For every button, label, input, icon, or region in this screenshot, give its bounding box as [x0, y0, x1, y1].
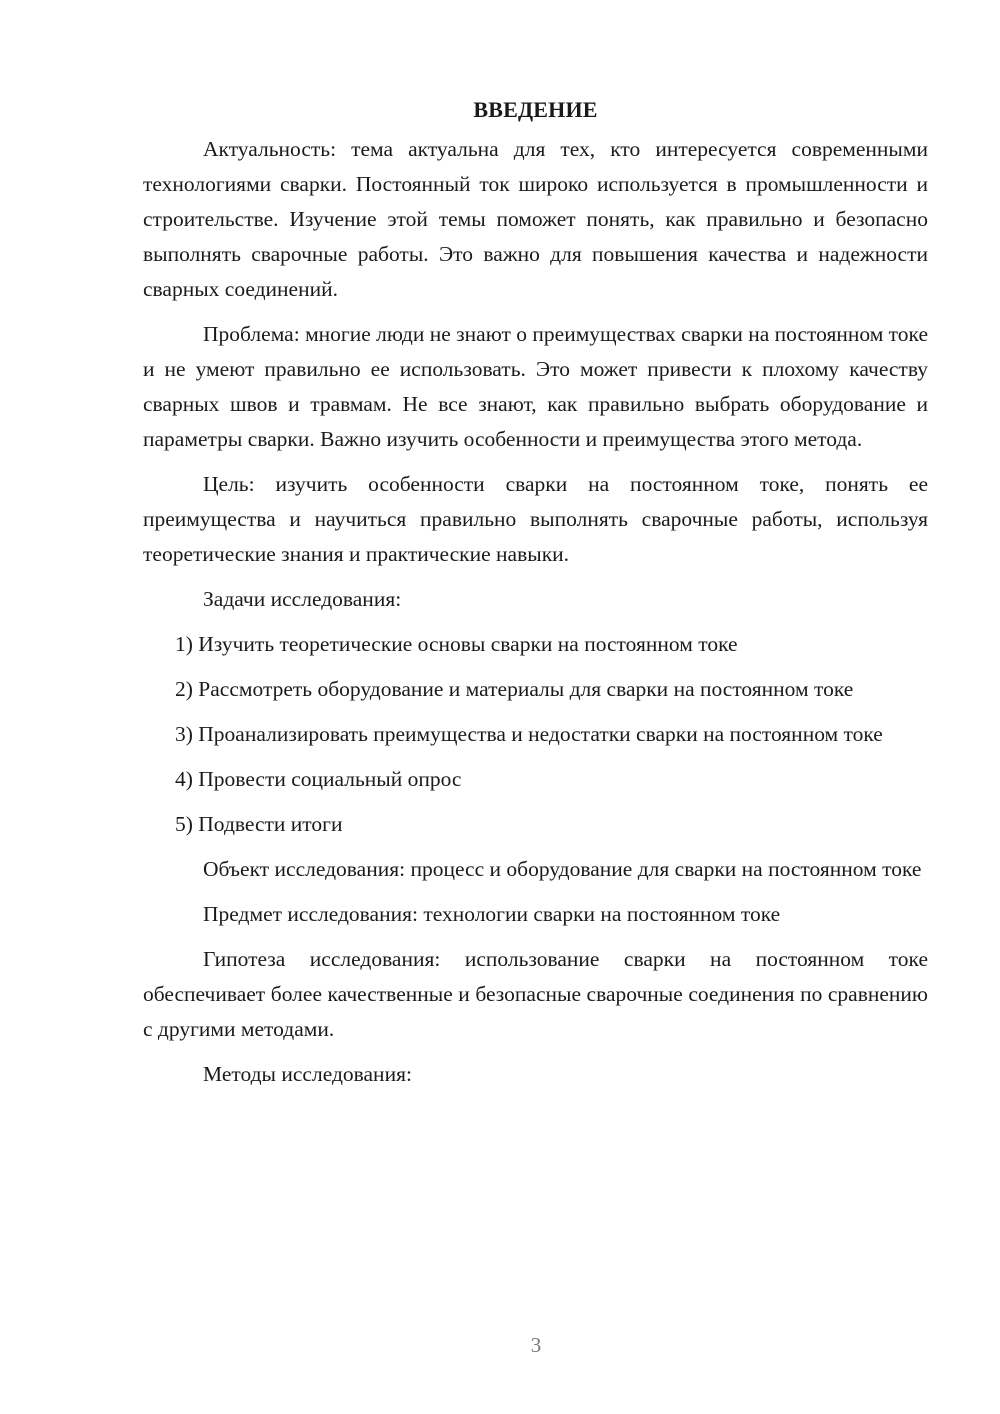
- paragraph-tasks-heading: Задачи исследования:: [203, 587, 402, 611]
- paragraph-relevance: Актуальность: тема актуальна для тех, кто интересуется современными технологиями сварки. Постоянный ток широко используется в промышленности и строительстве. Изучение этой темы поможет понять, как правильно и безопасно выполнять сварочные работы. Это важно для повышения качества и надежности сварных соединений.: [143, 137, 928, 301]
- paragraph-methods-heading: Методы исследования:: [203, 1062, 412, 1086]
- task-item-1: 1) Изучить теоретические основы сварки на постоянном токе: [175, 632, 738, 656]
- task-item-4: 4) Провести социальный опрос: [175, 767, 462, 791]
- task-item-5: 5) Подвести итоги: [175, 812, 343, 836]
- paragraph-goal: Цель: изучить особенности сварки на постоянном токе, понять ее преимущества и научиться правильно выполнять сварочные работы, используя теоретические знания и практические навыки.: [143, 472, 928, 566]
- paragraph-problem: Проблема: многие люди не знают о преимуществах сварки на постоянном токе и не умеют правильно ее использовать. Это может привести к плохому качеству сварных швов и травмам. Не все знают, как правильно выбрать оборудование и параметры сварки. Важно изучить особенности и преимущества этого метода.: [143, 322, 928, 451]
- section-title: ВВЕДЕНИЕ: [473, 97, 598, 122]
- task-item-2: 2) Рассмотреть оборудование и материалы для сварки на постоянном токе: [175, 677, 854, 701]
- page-number: 3: [530, 1333, 542, 1357]
- paragraph-subject: Предмет исследования: технологии сварки на постоянном токе: [203, 902, 781, 926]
- task-item-3: 3) Проанализировать преимущества и недостатки сварки на постоянном токе: [175, 722, 883, 746]
- document-page: [143, 92, 928, 1102]
- paragraph-hypothesis: Гипотеза исследования: использование сварки на постоянном токе обеспечивает более качественные и безопасные сварочные соединения по сравнению с другими методами.: [143, 947, 928, 1041]
- paragraph-object: Объект исследования: процесс и оборудование для сварки на постоянном токе: [203, 857, 922, 881]
